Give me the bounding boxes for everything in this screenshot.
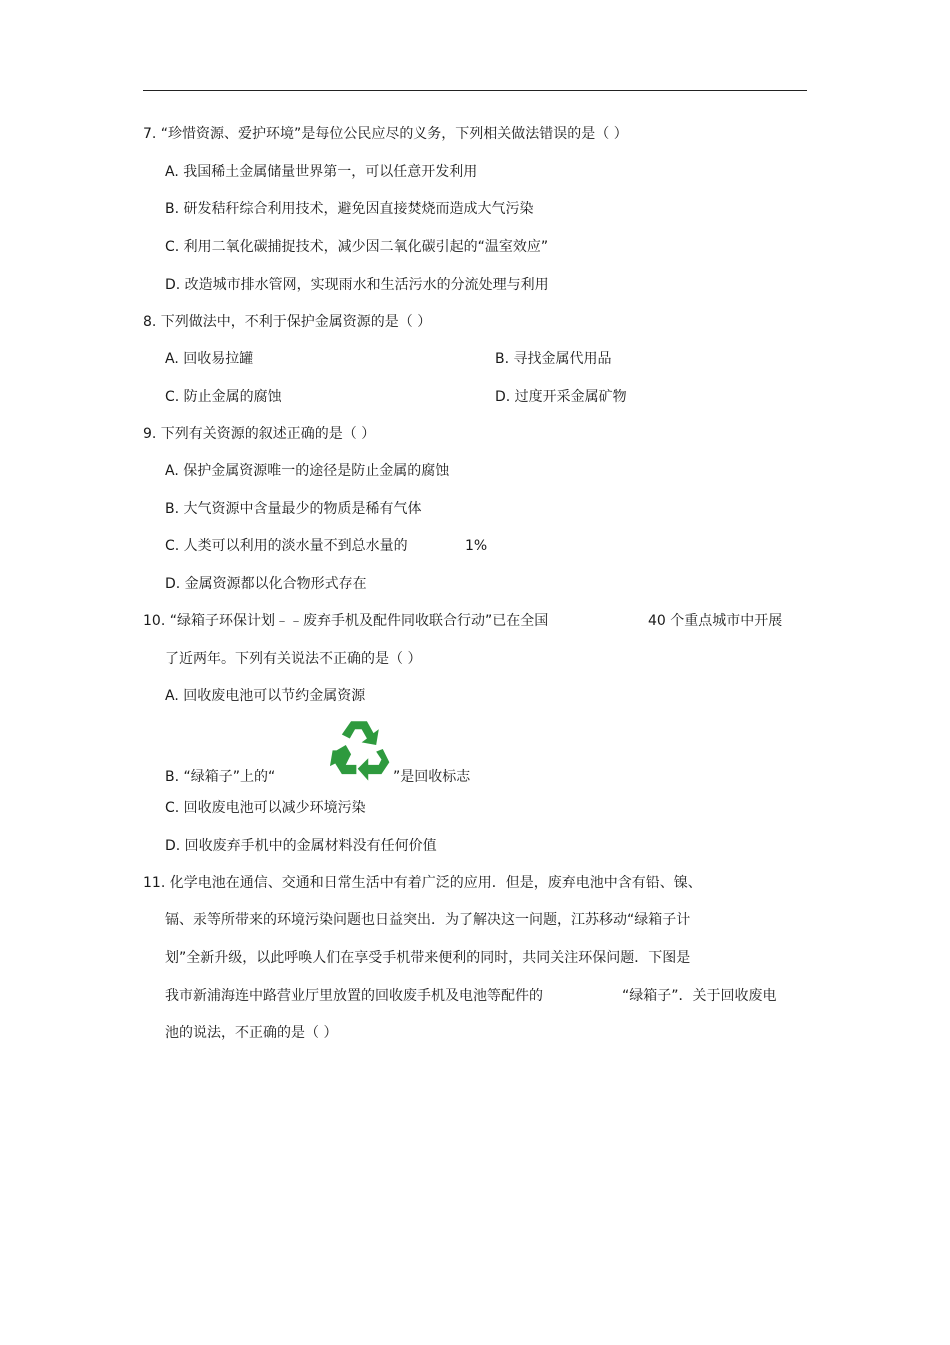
q7-option-b: B. 研发秸秆综合利用技术，避免因直接焚烧而造成大气污染 xyxy=(165,201,534,217)
q9-option-b: B. 大气资源中含量最少的物质是稀有气体 xyxy=(165,501,422,517)
q8-option-a: A. 回收易拉罐 xyxy=(165,351,254,367)
q11-line2: 镉、汞等所带来的环境污染问题也日益突出．为了解决这一问题，江苏移动“绿箱子计 xyxy=(165,912,691,928)
q9-option-a: A. 保护金属资源唯一的途径是防止金属的腐蚀 xyxy=(165,463,450,479)
q9-option-c-value: 1% xyxy=(465,538,488,554)
recycle-icon xyxy=(326,716,392,782)
q8-stem: 8. 下列做法中，不利于保护金属资源的是（ ） xyxy=(143,314,432,330)
q7-option-d: D. 改造城市排水管网，实现雨水和生活污水的分流处理与利用 xyxy=(165,277,549,293)
q10-stem-line1-end: 40 个重点城市中开展 xyxy=(648,613,783,629)
q7-stem: 7. “珍惜资源、爱护环境”是每位公民应尽的义务，下列相关做法错误的是（ ） xyxy=(143,126,628,142)
q8-option-d: D. 过度开采金属矿物 xyxy=(495,389,627,405)
q11-line4: 我市新浦海连中路营业厅里放置的回收废手机及电池等配件的 xyxy=(165,988,543,1004)
q10-option-d: D. 回收废弃手机中的金属材料没有任何价值 xyxy=(165,838,437,854)
q11-line1: 11. 化学电池在通信、交通和日常生活中有着广泛的应用．但是，废弃电池中含有铅、镍、 xyxy=(143,875,702,891)
q11-line5: 池的说法，不正确的是（ ） xyxy=(165,1025,338,1041)
q9-option-d: D. 金属资源都以化合物形式存在 xyxy=(165,576,367,592)
q7-option-a: A. 我国稀土金属储量世界第一，可以任意开发利用 xyxy=(165,164,478,180)
q10-option-a: A. 回收废电池可以节约金属资源 xyxy=(165,688,366,704)
q9-stem: 9. 下列有关资源的叙述正确的是（ ） xyxy=(143,426,376,442)
header-rule xyxy=(143,90,807,91)
q9-option-c: C. 人类可以利用的淡水量不到总水量的 xyxy=(165,538,408,554)
q11-line4-end: “绿箱子”．关于回收废电 xyxy=(622,988,777,1004)
q10-stem-line2: 了近两年。下列有关说法不正确的是（ ） xyxy=(165,651,422,667)
q11-line3: 划”全新升级，以此呼唤人们在享受手机带来便利的同时，共同关注环保问题．下图是 xyxy=(165,950,691,966)
q10-option-b-prefix: B. “绿箱子”上的“ xyxy=(165,769,276,785)
q10-stem-line1: 10. “绿箱子环保计划﹣﹣废弃手机及配件同收联合行动”已在全国 xyxy=(143,613,549,629)
q7-option-c: C. 利用二氧化碳捕捉技术，减少因二氧化碳引起的“温室效应” xyxy=(165,239,549,255)
q10-option-c: C. 回收废电池可以减少环境污染 xyxy=(165,800,366,816)
q8-option-b: B. 寻找金属代用品 xyxy=(495,351,612,367)
q8-option-c: C. 防止金属的腐蚀 xyxy=(165,389,282,405)
q10-option-b-suffix: ”是回收标志 xyxy=(393,769,471,785)
